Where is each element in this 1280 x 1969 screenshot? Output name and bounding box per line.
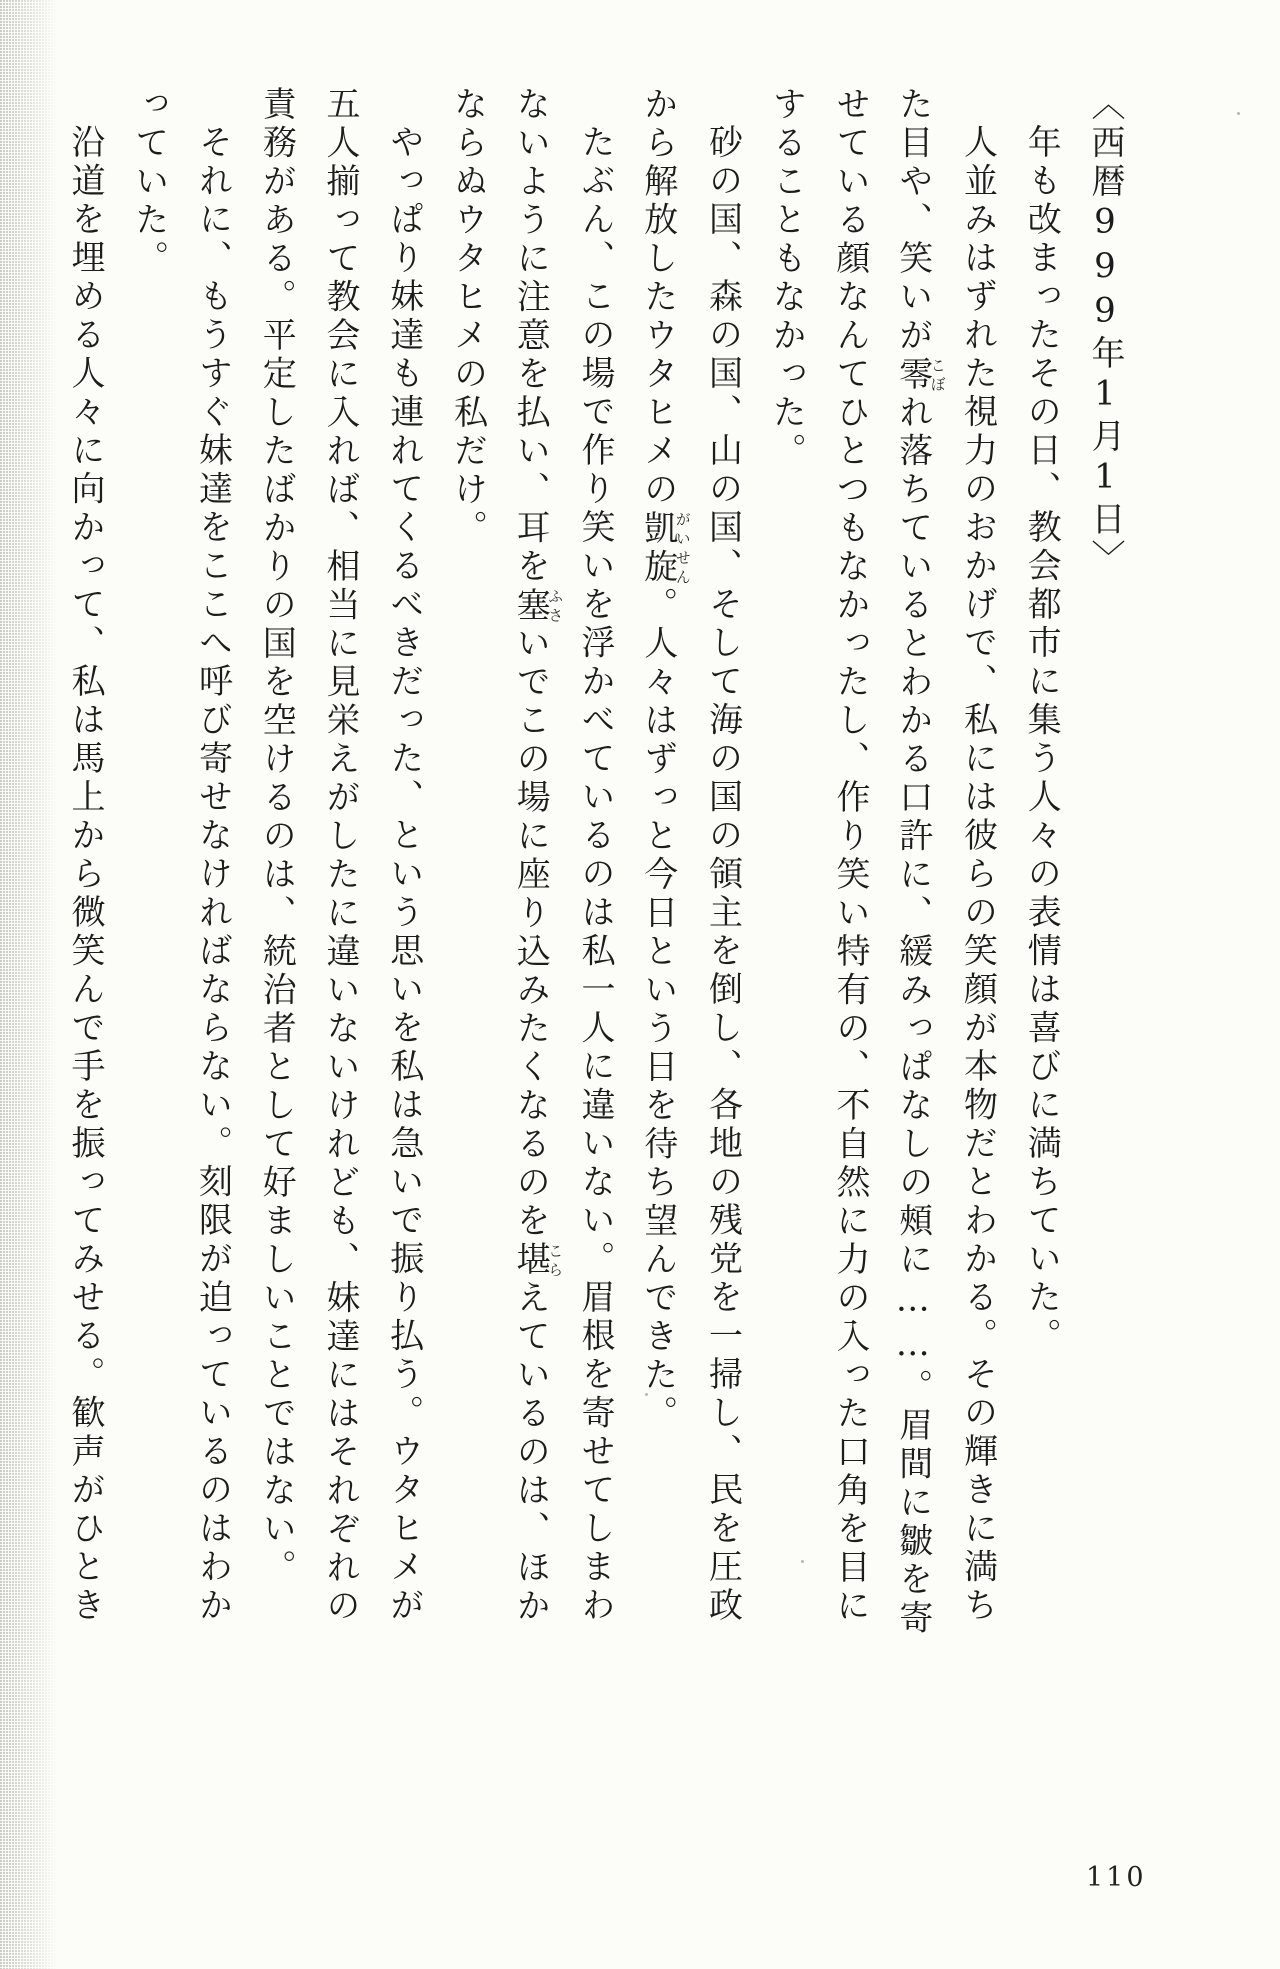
text-column: 年も改まったその日、教会都市に集う人々の表情は喜びに満ちていた。 <box>1021 124 1062 1356</box>
text-column: た目や、笑いが零こぼれ落ちているとわかる口許に、緩みっぱなしの頰に……。眉間に皺を寄 <box>892 86 947 1638</box>
text-block <box>0 86 1280 1786</box>
text-column: たぶん、この場で作り笑いを浮かべているのは私一人に違いない。眉根を寄せてしまわ <box>575 124 615 1626</box>
text-column: ないように注意を払い、耳を塞ふさいでこの場に座り込みたくなるのを堪こらえているのは、ほか <box>510 86 565 1626</box>
text-column: 人並みはずれた視力のおかげで、私には彼らの笑顔が本物だとわかる。その輝きに満ち <box>957 124 998 1626</box>
text-column: から解放したウタヒメの凱旋がいせん。人々はずっと今日という日を待ち望んできた。 <box>637 86 692 1434</box>
text-column: 沿道を埋める人々に向かって、私は馬上から微笑んで手を振ってみせる。歓声がひとき <box>65 124 105 1626</box>
scan-speck <box>801 1560 804 1563</box>
chapter-date-heading: 〈西暦999年1月1日〉 <box>1085 86 1125 578</box>
text-column: ならぬウタヒメの私だけ。 <box>447 86 488 548</box>
page-number: 110 <box>1086 1862 1147 1893</box>
text-column: することもなかった。 <box>766 86 807 471</box>
text-column: それに、もうすぐ妹達をここへ呼び寄せなければならない。刻限が迫っているのはわか <box>192 124 233 1626</box>
scan-speck <box>1237 112 1240 115</box>
text-column: 五人揃って教会に入れば、相当に見栄えがしたに違いないけれども、妹達にはそれぞれの <box>320 86 360 1626</box>
ruby-annotated-kanji: 凱旋がいせん <box>637 509 692 587</box>
ruby-annotated-kanji: 零こぼ <box>892 355 947 394</box>
ruby-annotated-kanji: 堪こら <box>510 1241 565 1280</box>
text-column: せている顔なんてひとつもなかったし、作り笑い特有の、不自然に力の入った口角を目に <box>830 86 870 1626</box>
ruby-annotated-kanji: 塞ふさ <box>510 586 565 625</box>
text-column: やっぱり妹達も連れてくるべきだった、という思いを私は急いで振り払う。ウタヒメが <box>383 124 424 1626</box>
text-column: っていた。 <box>128 86 169 279</box>
scan-speck <box>645 1393 648 1396</box>
text-column: 砂の国、森の国、山の国、そして海の国の領主を倒し、各地の残党を一掃し、民を圧政 <box>702 124 743 1626</box>
text-column: 責務がある。平定したばかりの国を空けるのは、統治者として好ましいことではない。 <box>256 86 297 1588</box>
